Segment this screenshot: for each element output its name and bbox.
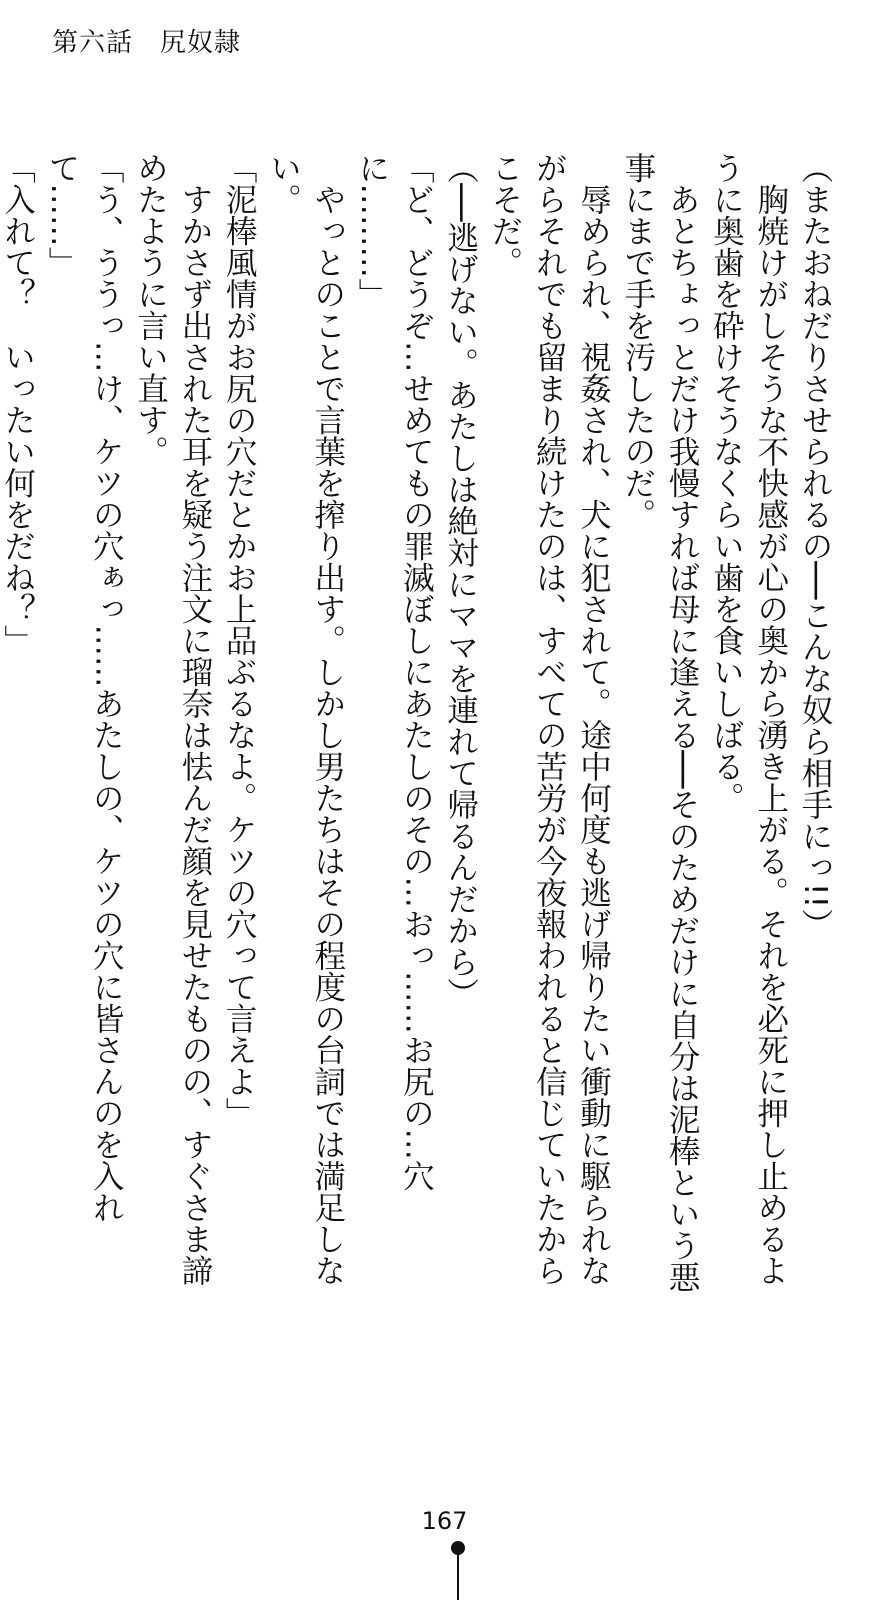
paragraph: 「ど、どうぞ…せめてもの罪滅ぼしにあたしのその…おっ……お尻の…穴に………」	[354, 152, 435, 1192]
folio-dot-ornament	[451, 1541, 465, 1555]
paragraph: 胸焼けがしそうな不快感が心の奥から湧き上がる。それを必死に押し止めるように奥歯を砕けそうなくらい歯を食いしばる。	[708, 152, 789, 1286]
paragraph: （──逃げない。あたしは絶対にママを連れて帰るんだから）	[442, 152, 479, 1009]
paragraph: （またおねだりさせられるの──こんな奴ら相手にっ!!）	[797, 152, 833, 940]
page-number: 167	[421, 1507, 468, 1535]
folio-line-ornament	[457, 1554, 459, 1600]
running-header: 第六話 尻奴隷	[52, 28, 242, 58]
paragraph: あとちょっとだけ我慢すれば母に逢える──そのためだけに自分は泥棒という悪事にまで手を汚したのだ。	[619, 152, 701, 1293]
paragraph: 辱められ、視姦され、犬に犯されて。途中何度も逃げ帰りたい衝動に駆られながらそれでも留まり続けたのは、すべての苦労が今夜報われると信じていたからこそだ。	[486, 152, 612, 1286]
body-text	[0, 152, 837, 1312]
paragraph: やっとのことで言葉を搾り出す。しかし男たちはその程度の台詞では満足しない。	[265, 152, 346, 1286]
paragraph: 「泥棒風情がお尻の穴だとかお上品ぶるなよ。ケツの穴って言えよ」	[221, 152, 258, 1129]
paragraph: 「う、ううっ…け、ケツの穴ぁっ……あたしの、ケツの穴に皆さんのを入れて……」	[43, 152, 125, 1223]
paragraph: 「入れて？ いったい何をだね？」	[0, 152, 36, 656]
paragraph: すかさず出された耳を疑う注文に瑠奈は怯んだ顔を見せたものの、すぐさま諦めたように言い直す。	[132, 152, 213, 1286]
